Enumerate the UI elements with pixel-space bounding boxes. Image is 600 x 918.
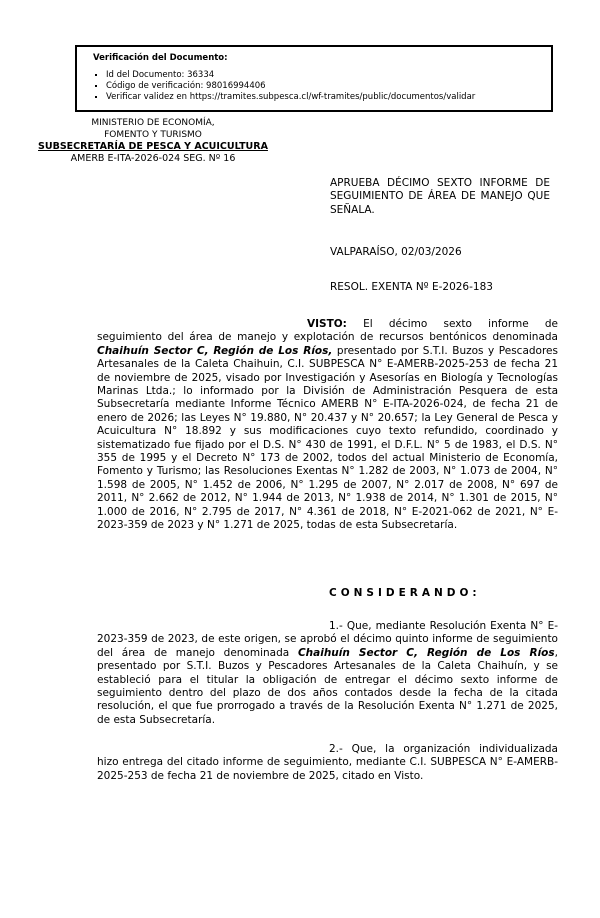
visto-label: VISTO: (307, 318, 347, 330)
document-reference: AMERB E-ITA-2026-024 SEG. Nº 16 (70, 153, 236, 164)
visto-paragraph (97, 318, 558, 533)
considerando-item-1 (97, 620, 558, 727)
verification-title: Verificación del Documento: (93, 53, 228, 63)
considerando-item-2: 2.- Que, la organización individualizada hizo entrega del citado informe de seguimiento, mediante C.I. SUBPESCA N° E-AMERB-2025-253 de fecha 21 de noviembre de 2025, citado en Visto. (97, 743, 558, 782)
verification-item-url: ▪ Verificar validez en https://tramites.subpesca.cl/wf-tramites/public/documentos/validar (106, 92, 543, 103)
place-date: VALPARAÍSO, 02/03/2026 (330, 246, 462, 258)
letterhead (20, 117, 286, 165)
verification-box (75, 45, 553, 112)
verification-list (93, 70, 543, 103)
verification-item-document-id: ▪ Id del Documento: 36334 (106, 70, 543, 81)
considerando-heading: CONSIDERANDO: (329, 587, 481, 599)
visto-text-1: El décimo sexto informe de seguimiento del área de manejo y explotación de recursos bentónicos denominada (97, 318, 558, 344)
subsecretaria-title: SUBSECRETARÍA DE PESCA Y ACUICULTURA (38, 141, 268, 152)
considerando-1-area-name: Chaihuín Sector C, Región de Los Ríos (297, 646, 555, 659)
ministry-line-2: FOMENTO Y TURISMO (104, 130, 202, 140)
area-name: Chaihuín Sector C, Región de Los Ríos, (97, 344, 333, 357)
ministry-line-1: MINISTERIO DE ECONOMÍA, (91, 118, 215, 128)
resolution-number: RESOL. EXENTA Nº E-2026-183 (330, 281, 493, 293)
considerando-1-text-2: , presentado por S.T.I. Buzos y Pescadores Artesanales de la Caleta Chaihuín, y se estableció para el titular la obligación de entregar el décimo sexto informe de seguimiento dentro del plazo de dos años contados desde la fecha de la citada resolución, el que fue prorrogado a través de la Resolución Exenta N° 1.271 de 2025, de esta Subsecretaría. (97, 646, 558, 726)
resolution-subject: APRUEBA DÉCIMO SEXTO INFORME DE SEGUIMIENTO DE ÁREA DE MANEJO QUE SEÑALA. (330, 177, 550, 216)
considerando-1-text-1: 1.- Que, mediante Resolución Exenta N° E-2023-359 de 2023, de este origen, se aprobó el décimo quinto informe de seguimiento del área de manejo denominada (97, 620, 558, 659)
verification-item-code: ▪ Código de verificación: 98016994406 (106, 81, 543, 92)
visto-text-2: presentado por S.T.I. Buzos y Pescadores Artesanales de la Caleta Chaihuin, C.I. SUBPESCA N° E-AMERB-2025-253 de fecha 21 de noviembre de 2025, visado por Investigación y Asesorías en Biología y Tecnologías Marinas Ltda.; lo informado por la División de Administración Pesquera de esta Subsecretaría mediante Informe Técnico AMERB N° E-ITA-2026-024, de fecha 21 de enero de 2026; las Leyes N° 19.880, N° 20.437 y N° 20.657; la Ley General de Pesca y Acuicultura N° 18.892 y sus modificaciones cuyo texto refundido, coordinado y sistematizado fue fijado por el D.S. N° 430 de 1991, el D.F.L. N° 5 de 1983, el D.S. N° 355 de 1995 y el Decreto N° 173 de 2002, todos del actual Ministerio de Economía, Fomento y Turismo; las Resoluciones Exentas N° 1.282 de 2003, N° 1.073 de 2004, N° 1.598 de 2005, N° 1.452 de 2006, N° 1.295 de 2007, N° 2.017 de 2008, N° 697 de 2011, N° 2.662 de 2012, N° 1.944 de 2013, N° 1.938 de 2014, N° 1.301 de 2015, N° 1.000 de 2016, N° 2.795 de 2017, N° 4.361 de 2018, N° E-2021-062 de 2021, N° E-2023-359 de 2023 y N° 1.271 de 2025, todas de esta Subsecretaría. (97, 344, 558, 532)
